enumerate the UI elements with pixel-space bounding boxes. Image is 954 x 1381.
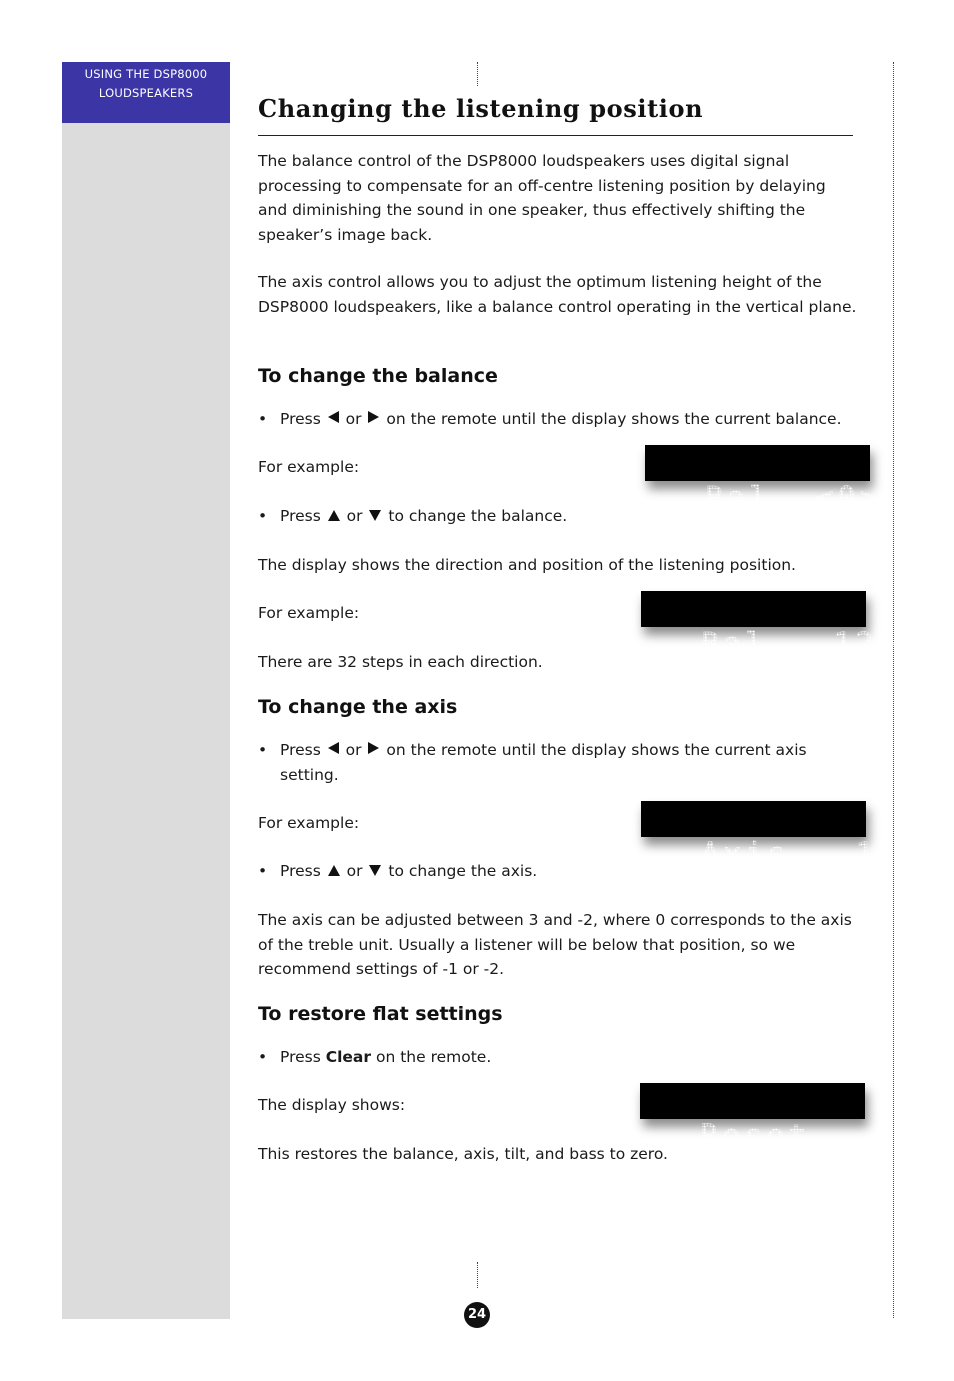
bullet-text: Press (280, 862, 321, 880)
paragraph-restore: This restores the balance, axis, tilt, and bass to zero. (258, 1145, 668, 1163)
bullet: • (258, 741, 268, 759)
bullet-text: on the remote. (375, 1048, 492, 1066)
clear-key-label: Clear (325, 1048, 372, 1066)
heading-change-balance: To change the balance (258, 365, 498, 387)
heading-restore-flat: To restore flat settings (258, 1003, 503, 1025)
example-label: For example: (258, 458, 360, 476)
lcd-text: Bal. <0> (705, 481, 882, 516)
section-tab-line1: USING THE DSP8000 (84, 67, 208, 81)
right-arrow-icon (368, 742, 379, 754)
bullet-text: Press (280, 1048, 321, 1066)
bullet-text: Press (280, 410, 321, 428)
example-label: For example: (258, 604, 360, 622)
bottom-center-divider (477, 1262, 478, 1288)
lcd-text: Axis -1 (701, 837, 878, 872)
up-arrow-icon (328, 510, 340, 521)
lcd-display-reset (640, 1083, 865, 1154)
title-rule (258, 135, 853, 136)
page-title: Changing the listening position (258, 94, 704, 123)
left-arrow-icon (328, 411, 339, 423)
left-arrow-icon (328, 742, 339, 754)
bullet-text: on the remote until the display shows the current axis setting. (280, 741, 807, 784)
sidebar-panel (62, 62, 230, 1319)
bullet-text: or (345, 741, 362, 759)
right-arrow-icon (368, 411, 379, 423)
bullet-text: or (345, 410, 362, 428)
lcd-text: Bal. 12> (701, 627, 900, 662)
section-tab (62, 62, 230, 123)
top-center-divider (477, 62, 478, 86)
example-label: For example: (258, 814, 360, 832)
list-item (258, 407, 858, 432)
lcd-text: Reset (700, 1119, 811, 1154)
list-item (258, 1045, 858, 1070)
down-arrow-icon (369, 865, 381, 876)
bullet: • (258, 507, 268, 525)
paragraph-axis-range: The axis can be adjusted between 3 and -2, where 0 corresponds to the axis of the treble unit. Usually a listener will be below that position, so we recommend settings of -1 or -2. (258, 911, 852, 978)
list-item (258, 738, 838, 787)
bullet-text: Press (280, 741, 321, 759)
lcd-display-axis (641, 801, 878, 872)
bullet: • (258, 410, 268, 428)
bullet-text: or (346, 507, 363, 525)
up-arrow-icon (328, 865, 340, 876)
bullet-text: to change the balance. (388, 507, 568, 525)
intro-paragraph-axis: The axis control allows you to adjust the optimum listening height of the DSP8000 loudspeakers, like a balance control operating in the vertical plane. (258, 273, 857, 316)
list-item (258, 504, 858, 529)
down-arrow-icon (369, 510, 381, 521)
bullet-text: to change the axis. (388, 862, 538, 880)
page-number: 24 (464, 1302, 490, 1328)
display-shows-label: The display shows: (258, 1096, 406, 1114)
paragraph-direction: The display shows the direction and position of the listening position. (258, 556, 796, 574)
lcd-display-balance-12 (641, 591, 900, 662)
bullet-text: on the remote until the display shows the current balance. (386, 410, 842, 428)
list-item (258, 859, 858, 884)
bullet: • (258, 862, 268, 880)
bullet: • (258, 1048, 268, 1066)
lcd-display-balance-center (645, 445, 882, 516)
right-margin-divider (893, 62, 894, 1318)
bullet-text: Press (280, 507, 321, 525)
paragraph-steps: There are 32 steps in each direction. (258, 653, 543, 671)
section-tab-line2: LOUDSPEAKERS (98, 86, 194, 100)
heading-change-axis: To change the axis (258, 696, 458, 718)
bullet-text: or (346, 862, 363, 880)
intro-paragraph-balance: The balance control of the DSP8000 loudspeakers uses digital signal processing to compensate for an off-centre listening position by delaying and diminishing the sound in one speaker, thus effectively shifting the speaker’s image back. (258, 152, 826, 244)
